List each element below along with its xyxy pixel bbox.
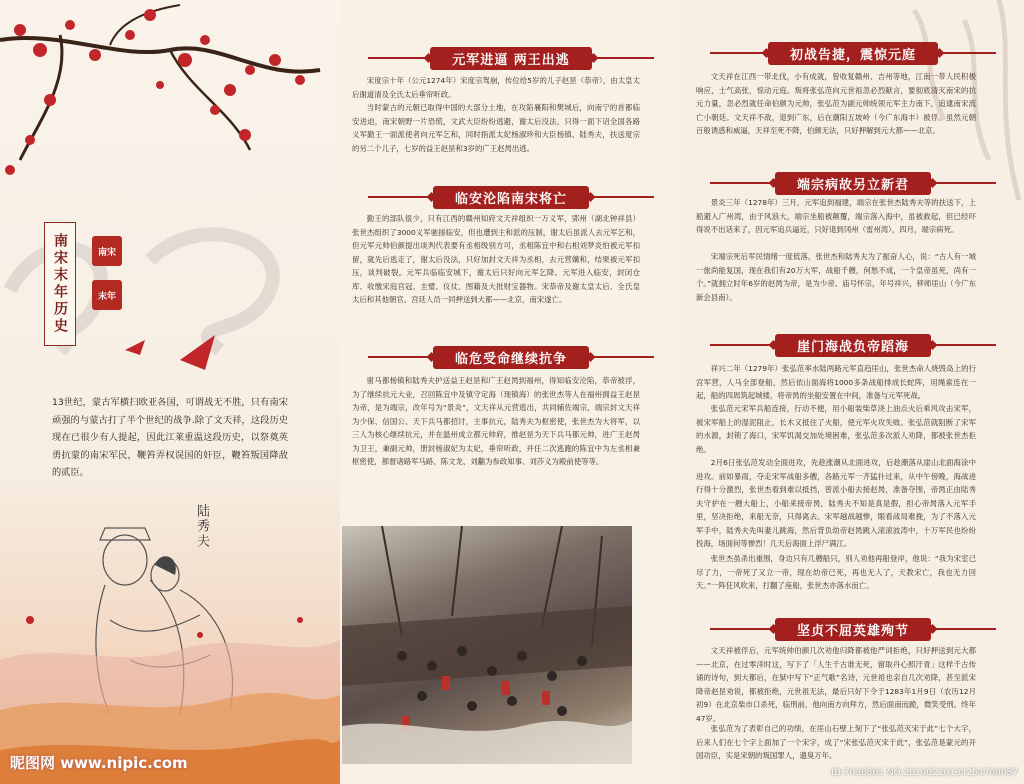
seal-stamp-bottom: 末年 xyxy=(92,280,122,310)
section-title-2: 临安沦陷南宋将亡 xyxy=(433,186,589,209)
section-7-para-2: 张弘范为了表彰自己的功绩，在厓山石壁上刻下了“张弘范灭宋于此”七个大字，后来人们在七个字上面加了一个宋字，成了“宋张弘范灭宋于此”，张弘范是蒙元的开国功臣，实是宋朝的叛国罪人，遗臭万年。 xyxy=(696,724,976,760)
section-header-1 xyxy=(340,47,682,69)
section-header-6 xyxy=(682,334,1024,356)
section-header-5 xyxy=(682,172,1024,194)
section-6-para-1: 祥兴二年（1279年）张弘范率水陆两路元军直趋厓山，张世杰命人烧毁岛上的行宫军营，人马全部登船，然后依山面海将1000多条战船排成长蛇阵，用绳索连在一起，船的四周筑起城楼，将帝昺的坐船安置在中间，准备与元军死战。 xyxy=(696,364,976,400)
flying-birds-icon xyxy=(120,330,230,380)
section-header-7 xyxy=(682,618,1024,640)
section-7-para-1: 文天祥被俘后，元军统帅伯颜几次劝他归降都被他严词拒绝，只好押送到元大都——北京，在过零洋时这，写下了「人生千古谁无死，留取丹心照汗青」这样千古传诵的诗句，到大都后，在狱中写下“正气歌”名诗，元世祖也亲自几次劝降，甚至派宋降帝赵昰劝说，都被拒绝，元世祖无法，最后只好下令于1283年1月9日（农历12月初9）在北京柴市口杀死，临刑前，他向南方向拜方，然后面南而跪，微笑受刑。终年47岁。 xyxy=(696,646,976,723)
section-3-para-1: 驸马都杨镇和陆秀夫护送益王赵昰和广王赵昺到福州，得知临安沦陷，恭帝被浮，为了继续抗元大业，召回陈宜中及镇守定海（现镇海）的张世杰等人在福州拥益王赵昰为帝，是为端宗，改年号为“景炎”，文天祥从元营逃出，共同辅佐端宗，端宗封文天祥为少保、信国公、天下兵马都招讨，主事抗元，陆秀夫为枢密使，张世杰为大将军，以三人为核心继续抗元，并在温州成立都元帅府，推赵昰为天下兵马都元帅，进广王赵昺为卫王，兼副元帅，册封杨淑妃为太妃，垂帘听政，并任二次逃跑的陈宜中为左丞相兼枢密使，都督诸路军马路、陈文龙、刘黼为参政知事、刘莎义为殿前使等等。 xyxy=(352,376,640,466)
section-title-4: 初战告捷，震惊元庭 xyxy=(768,42,938,65)
section-6-para-3: 2月6日张弘范发动全面进攻，先趁涨潮从北面进攻，后趁潮落从崖山北面海涂中进攻。前如暴雨，夺走宋军战船多艘，各路元军一齐猛扑过来，从中午傍晚，海战进行得十分激烈，张世杰看到难以抵挡，曾派小船去接赵昺，准备夺围，帝昺正由陆秀夫守护在一艘大船上，小船来接帝昺，陆秀夫不知是真是假，担心帝昺落入元军手里，坚决拒绝，来船无奈，只得离去。宋军越战越惨，眼看战局难挽，为了不落入元军手中，陆秀夫先叫妻儿跳海，然后背负幼帝赵昺跳入滚滚波涛中，十万军民也纷纷投海，场面何等惨烈！几天后海面上浮尸满江。 xyxy=(696,458,976,548)
naval-battle-painting xyxy=(342,526,632,764)
section-title-3: 临危受命继续抗争 xyxy=(433,346,589,369)
section-header-3 xyxy=(340,346,682,368)
left-panel xyxy=(0,0,340,784)
section-2-para-1: 勤王的部队很少，只有江西的赣州知府文天祥组织一万义军，郢州（湖北钟祥县）张世杰组织了3000义军驰援临安，但也遭到主和派的压制，谢太后虽派人去元军乞和，但元军元帅伯颜提出谈判代表要有丞相级别方可，丞相陈宜中和右相刘梦炎怕被元军扣留，就先后逃走了，谢太后没法，只好加封文天祥为丞相，去元营媾和，结果被元军扣压，谈判破裂。元军兵临临安城下，谢太后只好向元军乞降。元军进入临安，封闭仓库、收缴宋庭宫冠、圭璧、仪仗、图籍及大批财宝器物。宋恭帝及谢太皇太后、全氏皇太后和其他朝官、宫廷人员一同押送到大都——北京，南宋遂亡。 xyxy=(352,214,640,304)
section-6-para-2: 张弘范元宋军兵船连接，行动不便，用小船装柴草浇上油点火后乘风攻击宋军，被宋军船上的湿泥阻止，长木又抵住了火船，使元军火攻失败。张弘范就阻断了宋军的水源，封锁了海口，宋军饥渴交加处境困难，张弘范多次派人劝降，都被张世杰拒绝。 xyxy=(696,404,976,454)
section-title-5: 端宗病故另立新君 xyxy=(775,172,931,195)
portrait-caption: 陆秀夫 xyxy=(194,504,209,549)
section-5-para-1: 景炎三年（1278年）三月，元军追到福建，端宗在张世杰陆秀夫等的扶送下，上船避入广州湾，由于风浪大，端宗坐船被颠覆，端宗落入海中，虽被救起，但已经吓得说不出话来了，因元军追兵逼近，只好退到冈州（雷州湾），四月，端宗病死。 xyxy=(696,198,976,234)
section-1-para-1: 宋度宗十年（公元1274年）宋度宗驾崩，传位给5岁的儿子赵昰（恭帝），由太皇太后谢道清及全氏太后垂帘听政。 xyxy=(352,76,640,99)
section-5-para-2: 宋端宗死后军民情绪一度低落，张世杰和陆秀夫为了振奋人心，说：“古人有一城一旅尚能复国，现在我们有20万大军，战船千艘，何愁不成，一个皇帝虽死，尚有一个。”就拥立时年6岁的赵昺为帝，是为少帝。庙号怀宗，年号祥兴，移师厓山（今广东新会县南）。 xyxy=(696,252,976,302)
seal-stamp-top: 南宋 xyxy=(92,236,122,266)
section-1-para-2: 当时蒙古的元朝已取得中国的大部分土地，在攻陷襄阳和樊城后，向南宁的首都临安进迫，南宋朝野一片恐慌，文武大臣纷纷逃避，谢太后没法，只得一面下诏全国各路义军勤王一面派使者向元军乞和，同时指派太妃杨淑珍和大臣杨镇、陆秀夫，扶送度宗的另二个儿子，七岁的益王赵昰和3岁的广王赵昺出逃。 xyxy=(352,103,640,153)
right-panel xyxy=(682,0,1024,784)
site-watermark: 昵图网 www.nipic.com xyxy=(10,754,188,772)
section-title-6: 崖门海战负帝蹈海 xyxy=(775,334,931,357)
section-4-para-1: 文天祥在江西一带北伐，小有成就，曾收复赣州、吉州等地，江南一带人民积极响应，士气高张，惊动元庭。叛将张弘范向元世祖忽必烈献言，要彻底清灭南宋的抗元力量，忽必烈就任命伯颜为元帅，张弘范为副元帅统领元军主力南下，追逮南宋流亡小朝廷。文天祥不敌，退到广东，后在潮阳五坡岭（今广东海丰）被俘。虽然元朝百般诱惑和威逼，天祥至死不降，伯颜无法，只好押解到元大都——北京。 xyxy=(696,72,976,135)
vertical-title: 南宋末年历史 xyxy=(44,222,76,346)
section-header-2 xyxy=(340,186,682,208)
section-header-4 xyxy=(682,42,1024,64)
section-title-1: 元军进逼 两王出逃 xyxy=(430,47,592,70)
section-6-para-4: 张世杰虽杀出重围，身边只有几艘船只，别人劝他再船登岸，他说：“我为宋室已尽了力，一帝死了又立一帝，现在幼帝已死，再也无人了，天教宋亡，我也无力回天。”一阵狂风吹来，打翻了座船，张世杰亦落水而亡。 xyxy=(696,554,976,590)
intro-text: 13世纪，蒙古军横扫欧亚各国，可谓战无不胜，只有南宋顽强的与蒙古打了半个世纪的战争.除了文天祥，这段历史现在已很少有人提起，因此江莱重温这段历史，以祭奠英勇抗蒙的南宋军民，鞭笞弄权误国的奸臣，鞭笞叛国降敌的贰臣。 xyxy=(52,397,288,478)
image-id-stamp: ID:7036561 NO:20190220134254700087 xyxy=(831,768,1018,778)
section-title-7: 坚贞不屈英雄殉节 xyxy=(775,618,931,641)
